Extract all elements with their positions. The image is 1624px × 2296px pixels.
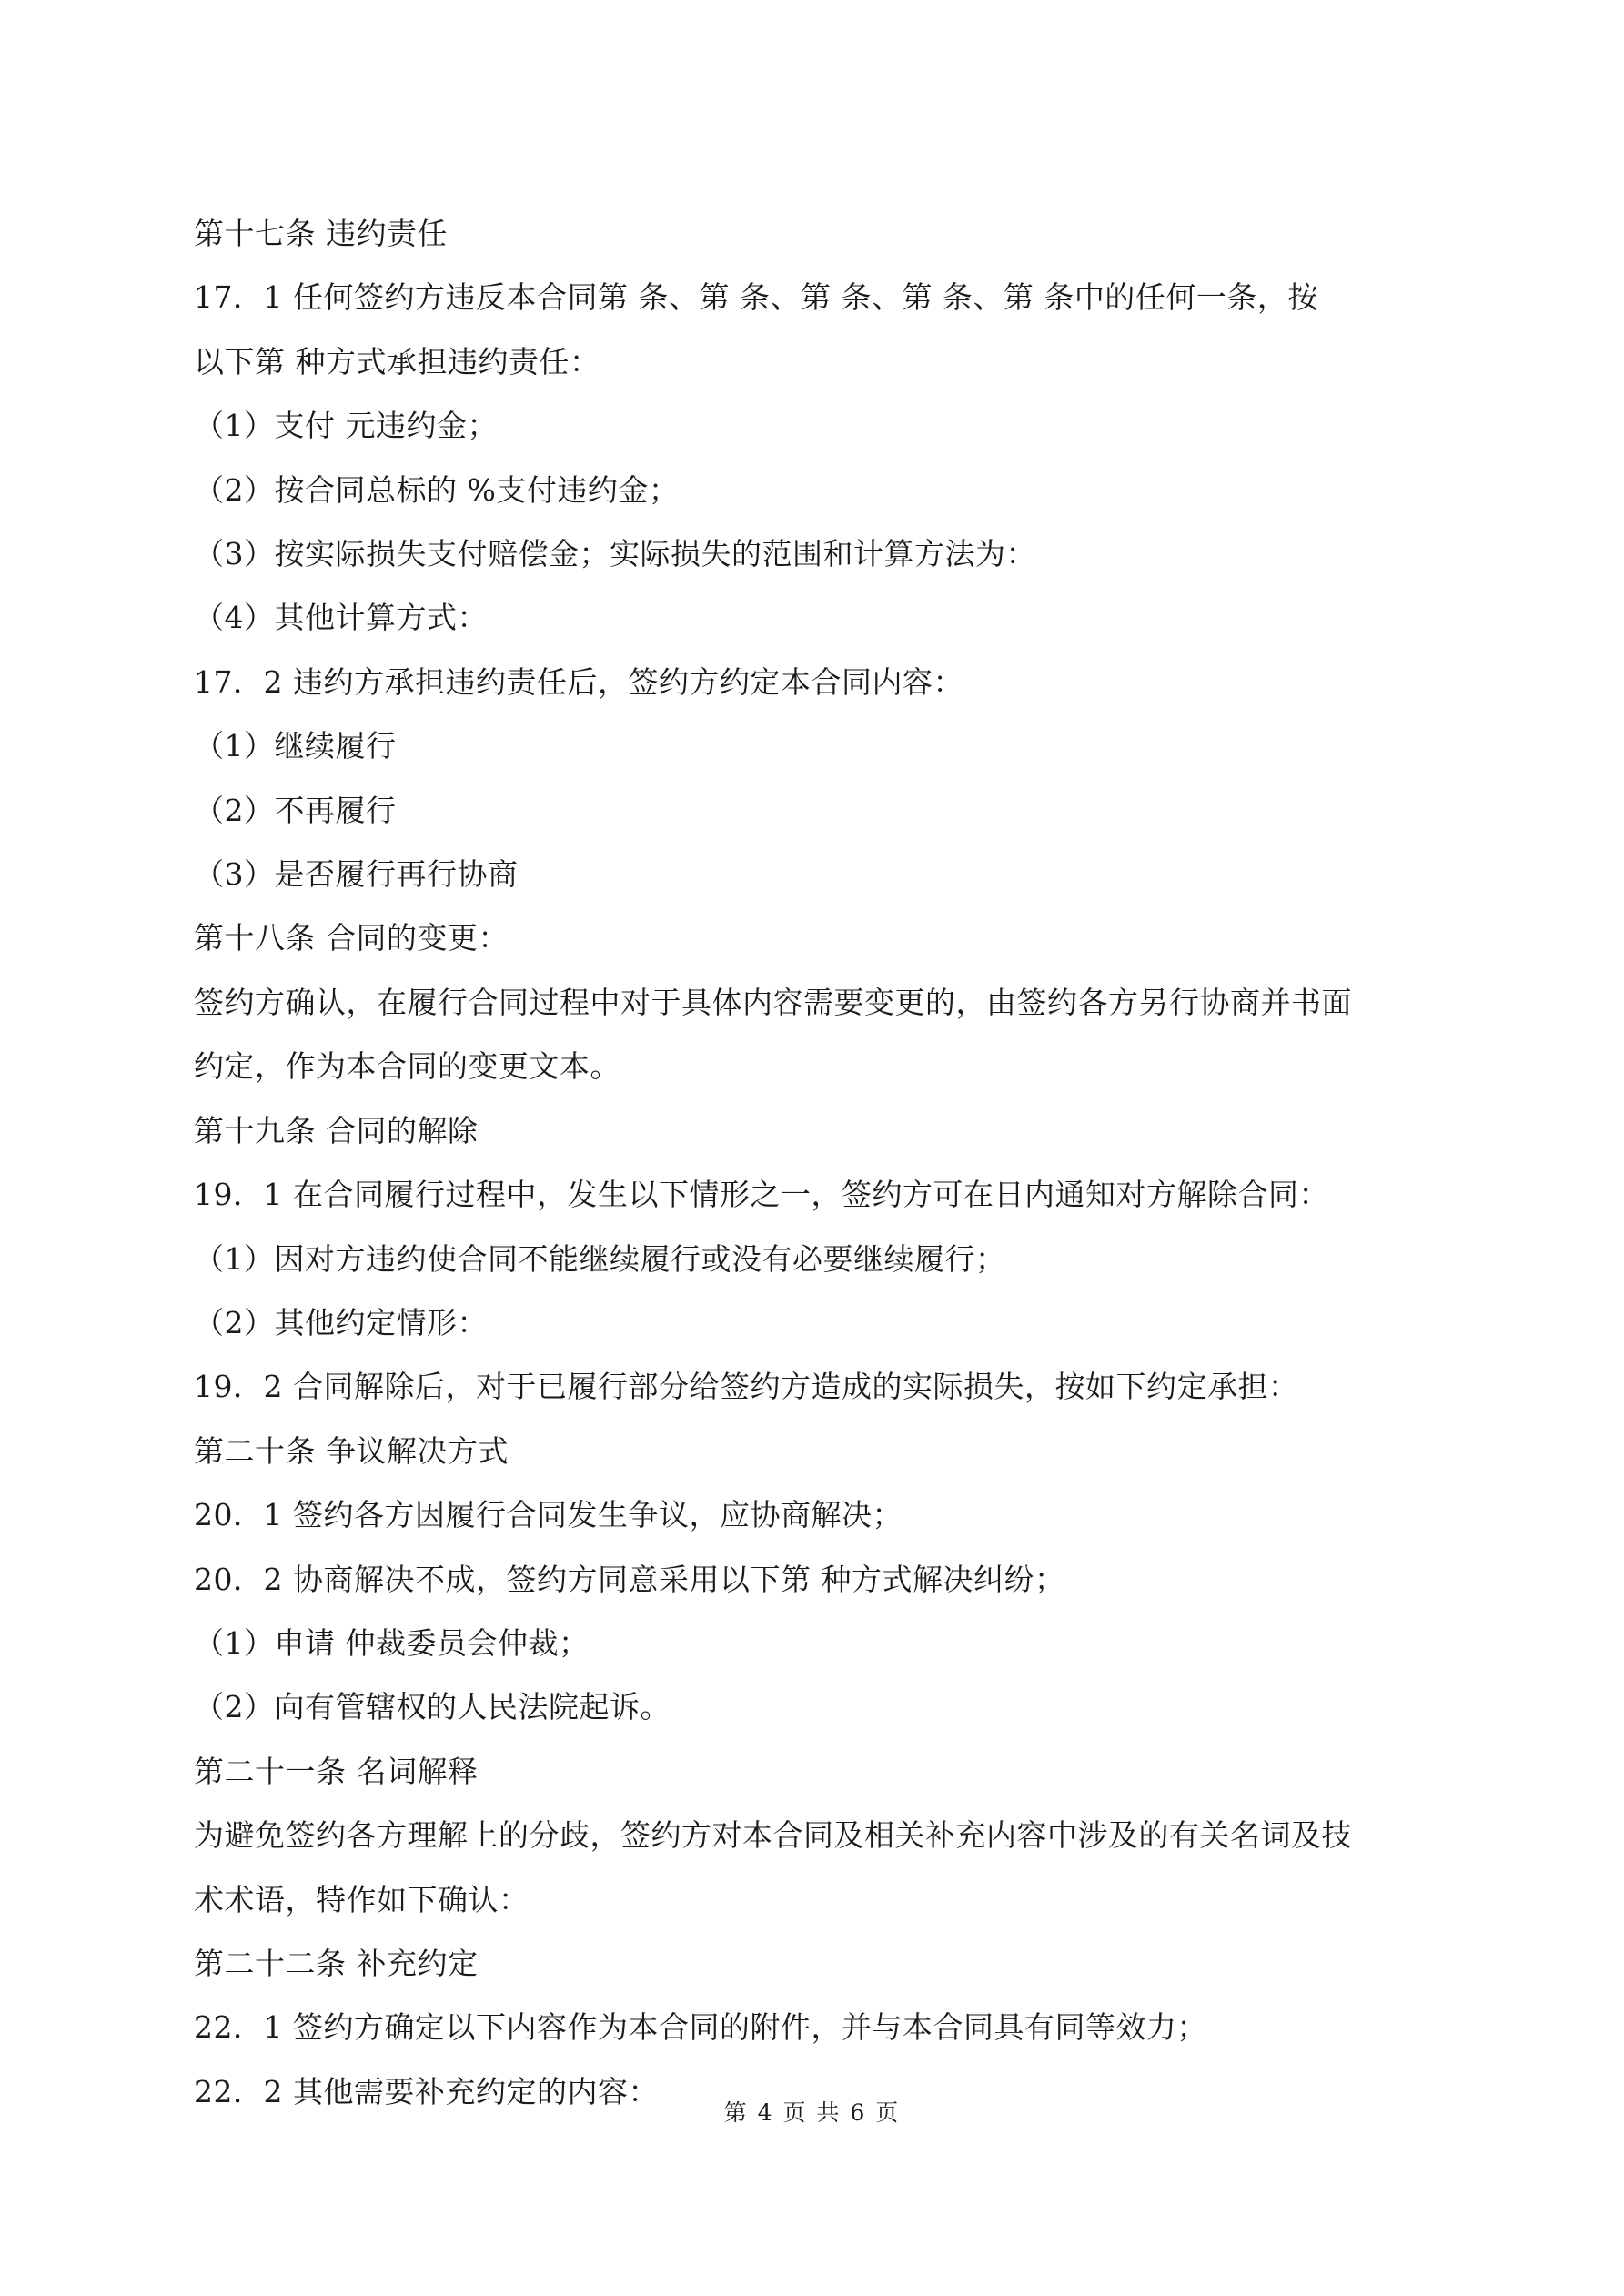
article-20-heading: 第二十条 争议解决方式	[194, 1432, 509, 1469]
article-18-text-line-2: 约定，作为本合同的变更文本。	[194, 1048, 620, 1085]
page-number-footer: 第 4 页 共 6 页	[723, 2099, 901, 2126]
clause-17-1-option-2: （2）按合同总标的 %支付违约金；	[194, 471, 680, 508]
article-19-heading: 第十九条 合同的解除	[194, 1112, 479, 1148]
clause-17-2-option-2: （2）不再履行	[194, 792, 397, 828]
clause-17-1-line-2: 以下第 种方式承担违约责任：	[194, 343, 600, 379]
clause-19-1-option-2: （2）其他约定情形：	[194, 1304, 488, 1340]
article-21-text-line-1: 为避免签约各方理解上的分歧，签约方对本合同及相关补充内容中涉及的有关名词及技	[194, 1817, 1352, 1854]
clause-20-2: 20．2 协商解决不成，签约方同意采用以下第 种方式解决纠纷；	[194, 1561, 1065, 1597]
document-body	[194, 202, 1449, 2124]
article-18-text-line-1: 签约方确认，在履行合同过程中对于具体内容需要变更的，由签约各方另行协商并书面	[194, 984, 1352, 1020]
clause-17-1-option-4: （4）其他计算方式：	[194, 600, 488, 636]
article-17-heading: 第十七条 违约责任	[194, 216, 448, 251]
clause-17-2-option-1: （1）继续履行	[194, 728, 397, 764]
clause-22-1: 22．1 签约方确定以下内容作为本合同的附件，并与本合同具有同等效力；	[194, 2009, 1207, 2046]
clause-17-1-option-1: （1）支付 元违约金；	[194, 408, 498, 444]
article-21-text-line-2: 术术语，特作如下确认：	[194, 1881, 530, 1917]
clause-17-2-option-3: （3）是否履行再行协商	[194, 856, 519, 893]
clause-17-1-line-1: 17．1 任何签约方违反本合同第 条、第 条、第 条、第 条、第 条中的任何一条，按	[194, 279, 1318, 316]
clause-19-2: 19．2 合同解除后，对于已履行部分给签约方造成的实际损失，按如下约定承担：	[194, 1369, 1299, 1405]
clause-20-2-option-2: （2）向有管辖权的人民法院起诉。	[194, 1689, 671, 1725]
clause-19-1-option-1: （1）因对方违约使合同不能继续履行或没有必要继续履行；	[194, 1240, 1006, 1277]
article-21-heading: 第二十一条 名词解释	[194, 1753, 479, 1789]
clause-20-2-option-1: （1）申请 仲裁委员会仲裁；	[194, 1624, 590, 1661]
article-22-heading: 第二十二条 补充约定	[194, 1945, 479, 1981]
article-18-heading: 第十八条 合同的变更：	[194, 920, 509, 956]
clause-22-2: 22．2 其他需要补充约定的内容：	[194, 2073, 659, 2109]
clause-20-1: 20．1 签约各方因履行合同发生争议，应协商解决；	[194, 1497, 903, 1533]
clause-17-2: 17．2 违约方承担违约责任后，签约方约定本合同内容：	[194, 663, 963, 700]
clause-17-1-option-3: （3）按实际损失支付赔偿金；实际损失的范围和计算方法为：	[194, 536, 1036, 572]
clause-19-1: 19．1 在合同履行过程中，发生以下情形之一，签约方可在日内通知对方解除合同：	[194, 1177, 1329, 1213]
